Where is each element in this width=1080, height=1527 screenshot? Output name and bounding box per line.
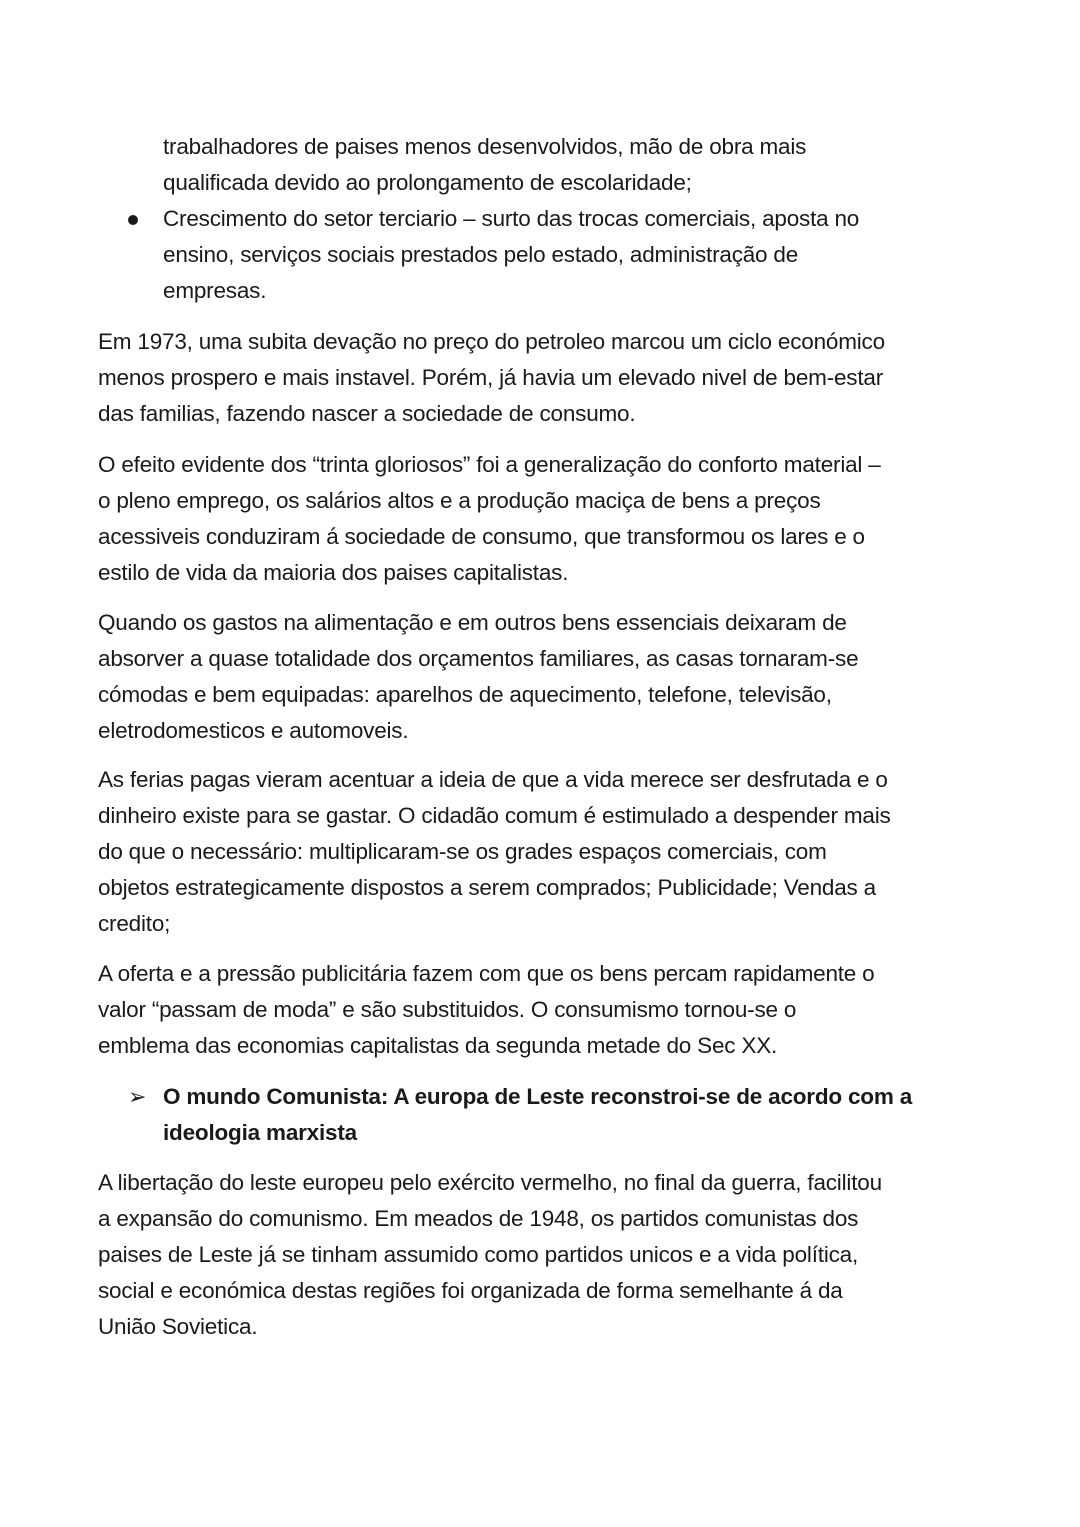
text-line: A oferta e a pressão publicitária fazem com que os bens percam rapidamente o	[98, 961, 875, 986]
text-line: social e económica destas regiões foi organizada de forma semelhante á da	[98, 1278, 843, 1303]
text-line: qualificada devido ao prolongamento de escolaridade;	[163, 170, 692, 195]
paragraph-oferta	[98, 956, 875, 1064]
text-line: ensino, serviços sociais prestados pelo estado, administração de	[163, 242, 799, 267]
text-line: o pleno emprego, os salários altos e a produção maciça de bens a preços	[98, 488, 821, 513]
text-line: do que o necessário: multiplicaram-se os grades espaços comerciais, com	[98, 839, 827, 864]
text-line: A libertação do leste europeu pelo exército vermelho, no final da guerra, facilitou	[98, 1170, 882, 1195]
continuation-text	[163, 129, 806, 201]
text-line: credito;	[98, 911, 171, 936]
section-heading	[163, 1079, 912, 1151]
text-line: objetos estrategicamente dispostos a serem comprados; Publicidade; Vendas a	[98, 875, 876, 900]
text-line: Crescimento do setor terciario – surto das trocas comerciais, aposta no	[163, 206, 860, 231]
text-line: dinheiro existe para se gastar. O cidadão comum é estimulado a despender mais	[98, 803, 891, 828]
text-line: absorver a quase totalidade dos orçamentos familiares, as casas tornaram-se	[98, 646, 859, 671]
text-line: Quando os gastos na alimentação e em outros bens essenciais deixaram de	[98, 610, 847, 635]
paragraph-ferias	[98, 762, 891, 942]
heading-line: ideologia marxista	[163, 1120, 357, 1145]
text-line: das familias, fazendo nascer a sociedade de consumo.	[98, 401, 636, 426]
arrow-bullet-icon: ➢	[128, 1084, 147, 1109]
text-line: estilo de vida da maioria dos paises capitalistas.	[98, 560, 569, 585]
text-line: União Sovietica.	[98, 1314, 258, 1339]
text-line: paises de Leste já se tinham assumido como partidos unicos e a vida política,	[98, 1242, 859, 1267]
text-line: cómodas e bem equipadas: aparelhos de aquecimento, telefone, televisão,	[98, 682, 832, 707]
bullet-item	[163, 201, 859, 309]
paragraph-1973	[98, 324, 885, 432]
paragraph-gastos	[98, 605, 858, 749]
text-line: valor “passam de moda” e são substituidos. O consumismo tornou-se o	[98, 997, 797, 1022]
text-line: empresas.	[163, 278, 267, 303]
text-line: emblema das economias capitalistas da segunda metade do Sec XX.	[98, 1033, 778, 1058]
text-line: trabalhadores de paises menos desenvolvidos, mão de obra mais	[163, 134, 807, 159]
text-line: acessiveis conduziram á sociedade de consumo, que transformou os lares e o	[98, 524, 865, 549]
bullet-icon	[128, 215, 138, 225]
text-line: Em 1973, uma subita devação no preço do petroleo marcou um ciclo económico	[98, 329, 885, 354]
text-line: a expansão do comunismo. Em meados de 1948, os partidos comunistas dos	[98, 1206, 859, 1231]
paragraph-libertacao	[98, 1165, 882, 1345]
paragraph-trinta-gloriosos	[98, 447, 881, 591]
text-line: eletrodomesticos e automoveis.	[98, 718, 409, 743]
text-line: menos prospero e mais instavel. Porém, já havia um elevado nivel de bem-estar	[98, 365, 883, 390]
text-line: O efeito evidente dos “trinta gloriosos” foi a generalização do conforto material –	[98, 452, 881, 477]
heading-line: O mundo Comunista: A europa de Leste reconstroi-se de acordo com a	[163, 1084, 913, 1109]
text-line: As ferias pagas vieram acentuar a ideia de que a vida merece ser desfrutada e o	[98, 767, 888, 792]
